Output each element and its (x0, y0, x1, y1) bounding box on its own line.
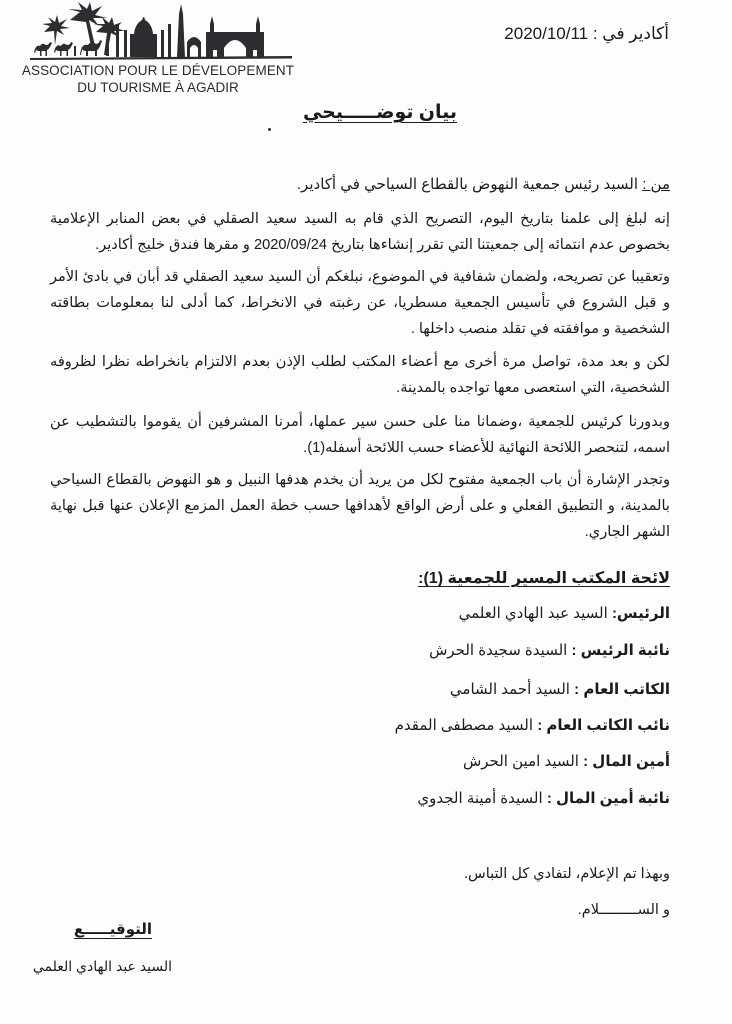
from-label: من : (642, 176, 670, 193)
closing-line: وبهذا تم الإعلام، لتفادي كل التباس. (463, 866, 670, 882)
from-line (297, 175, 670, 193)
board-member (417, 789, 670, 807)
board-member (463, 752, 670, 770)
member-name: السيد مصطفى المقدم (394, 717, 534, 734)
member-role: أمين المال : (583, 753, 670, 770)
member-role: نائبة أمين المال : (546, 790, 670, 807)
board-list-title: لائحة المكتب المسير للجمعية (1): (418, 570, 670, 587)
speck (268, 128, 271, 131)
paragraph-5: وتجدر الإشارة أن باب الجمعية مفتوح لكل من يريد أن يخدم هدفها النبيل و هو النهوض بالقطاع السياحي بالمدينة، و التطبيق الفعلي و على أرض الواقع لأهدافها حسب خطة العمل المزمع الإعلان عنها قبل نهاية الشهر الجاري. (50, 472, 670, 540)
paragraph-2: وتعقيبا عن تصريحه، ولضمان شفافية في الموضوع، نبلغكم أن السيد سعيد الصقلي قد أبان في بادئ الأمر و قبل الشروع في تأسيس الجمعية مسطريا، عن رغبته في الانخراط، كما أدلى لنا بمعلومات بطاقته الشخصية و موافقته في تقلد منصب داخلها . (50, 269, 670, 337)
signature-label: التوقيـــــع (73, 921, 153, 938)
paragraph-4: وبدورنا كرئيس للجمعية ،وضمانا منا على حسن سير عملها، أمرنا المشرفين أن يقوموا بالتشطيب عن اسمه، لتنحصر اللائحة النهائية للأعضاء حسب اللائحة أسفله(1). (50, 414, 670, 456)
board-member (450, 680, 670, 698)
member-name: السيد امين الحرش (462, 753, 579, 770)
board-member (459, 604, 670, 622)
date-label: أكادير في : (592, 24, 669, 43)
salutation: و الســـــــــلام. (577, 902, 670, 918)
member-role: نائب الكاتب العام : (537, 717, 670, 734)
document-title: بيان توضـــــيحي (302, 102, 458, 123)
paragraph-3: لكن و بعد مدة، تواصل مرة أخرى مع أعضاء المكتب لطلب الإذن بعدم الالتزام بانخراطه نظرا لظروفه الشخصية، التي استعصى معها تواجده بالمدينة. (50, 354, 670, 396)
date-line (504, 24, 669, 44)
board-member (395, 716, 670, 734)
board-member (429, 641, 670, 659)
member-role: الرئيس: (611, 605, 670, 622)
member-name: السيدة أمينة الجدوي (417, 790, 543, 807)
signature-name: السيد عبد الهادي العلمي (32, 958, 172, 974)
city-skyline-logo-icon (24, 2, 294, 62)
member-role: الكاتب العام : (574, 681, 670, 698)
member-name: السيد عبد الهادي العلمي (458, 605, 608, 622)
date-value: 2020/10/11 (504, 24, 589, 43)
member-name: السيد أحمد الشامي (449, 681, 570, 698)
member-role: نائبة الرئيس : (571, 642, 670, 659)
from-text: السيد رئيس جمعية النهوض بالقطاع السياحي في أكادير. (296, 176, 639, 193)
org-name-line1: ASSOCIATION POUR LE DÉVELOPEMENT (21, 63, 295, 78)
member-name: السيدة سجيدة الحرش (429, 642, 568, 659)
org-name-line2: DU TOURISME À AGADIR (77, 80, 239, 95)
paragraph-1: إنه لبلغ إلى علمنا بتاريخ اليوم، التصريح الذي قام به السيد سعيد الصقلي في بعض المنابر الإعلامية بخصوص عدم انتمائه إلى جمعيتنا التي تقرر إنشاءها بتاريخ 2020/09/24 و مقرها فندق خليج أكادير. (50, 211, 670, 253)
